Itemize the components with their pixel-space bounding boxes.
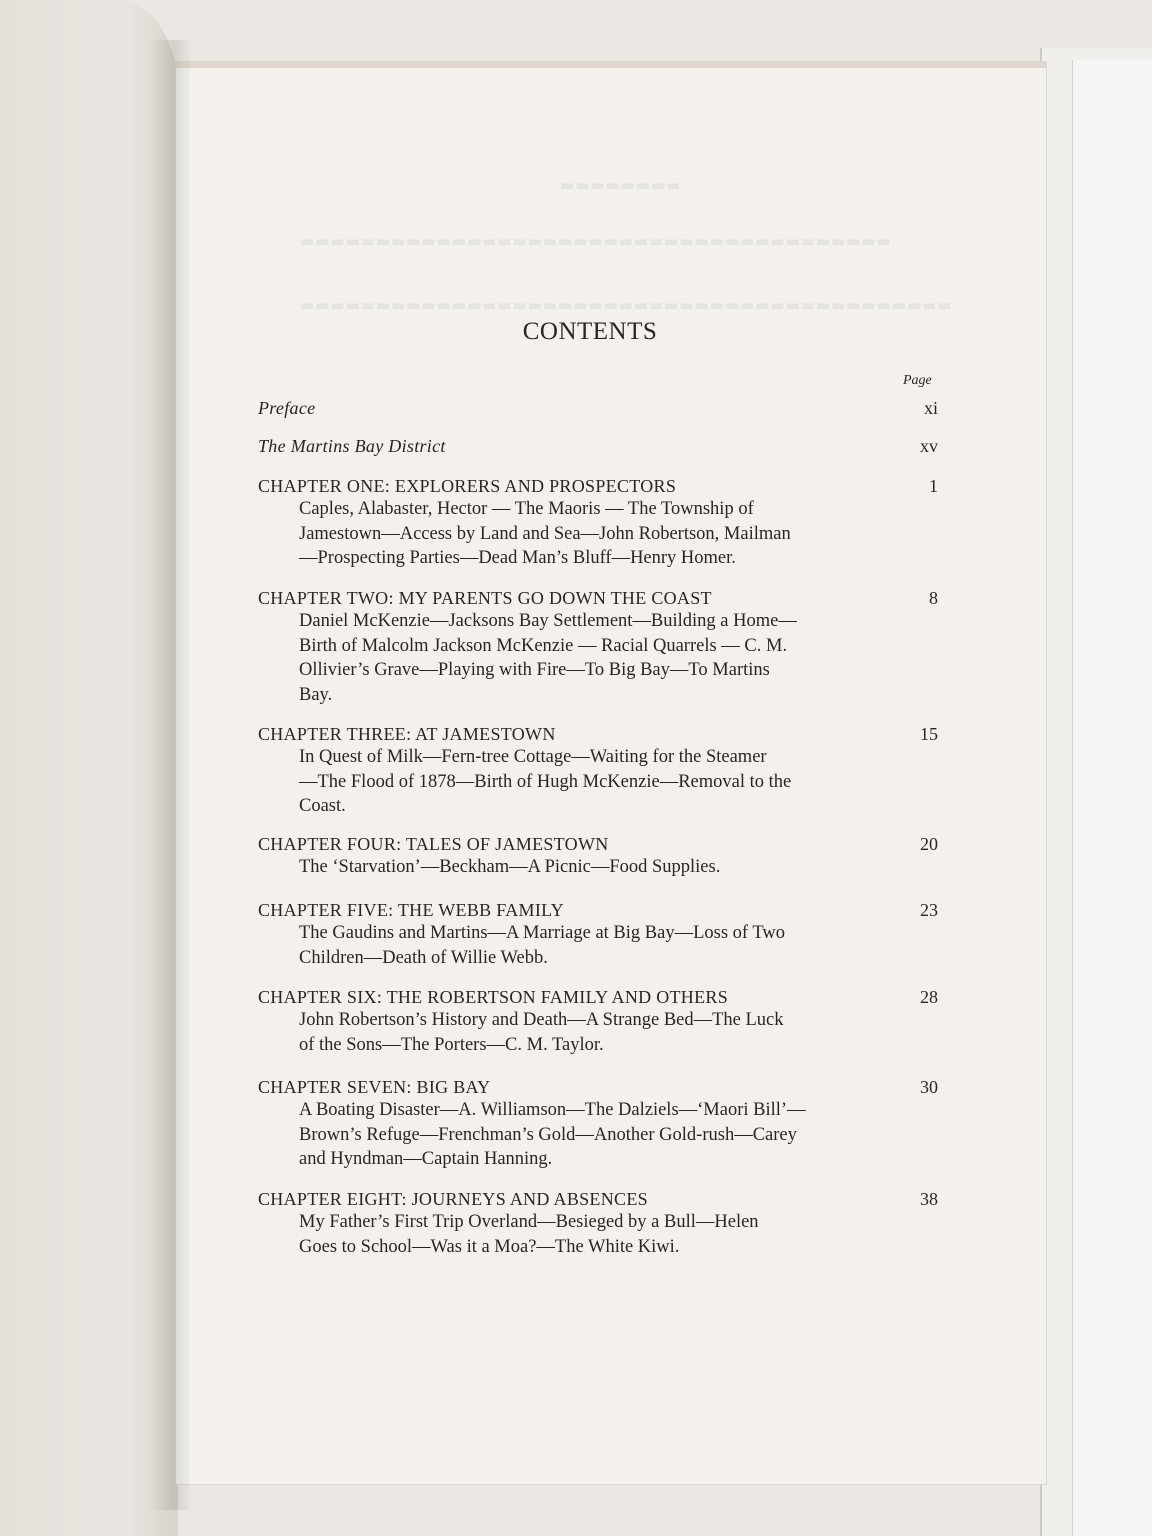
description-line: Jamestown—Access by Land and Sea—John Robertson, Mailman: [299, 523, 791, 544]
toc-entry-preface: [258, 398, 938, 419]
description-line: John Robertson’s History and Death—A Strange Bed—The Luck: [299, 1010, 784, 1030]
toc-entry-description: [299, 497, 877, 571]
description-line: In Quest of Milk—Fern-tree Cottage—Waiting for the Steamer: [299, 747, 767, 767]
toc-entry-description: [299, 1210, 877, 1259]
toc-entry-description: [299, 1008, 877, 1057]
page-top-band: [176, 62, 1046, 68]
description-line: Birth of Malcolm Jackson McKenzie — Racial Quarrels — C. M.: [299, 635, 788, 656]
toc-entry-page: 20: [920, 834, 938, 854]
toc-entry-heading: CHAPTER ONE: EXPLORERS AND PROSPECTORS: [258, 476, 677, 496]
description-line: Coast.: [299, 796, 346, 816]
spine-shadow: [150, 40, 190, 1510]
toc-entry-heading: CHAPTER SIX: THE ROBERTSON FAMILY AND OTHERS: [258, 987, 729, 1007]
toc-entry-page: 1: [929, 476, 938, 496]
toc-entry-chapter-seven: [258, 1077, 938, 1172]
toc-entry-chapter-four: [258, 834, 938, 880]
show-through-text: ▬▬▬▬▬▬▬▬▬▬▬▬▬▬▬▬▬▬▬▬▬▬▬▬▬▬▬▬▬▬▬▬▬▬▬▬▬▬▬: [300, 232, 892, 250]
description-line: —The Flood of 1878—Birth of Hugh McKenzie—Removal to the: [299, 771, 792, 792]
description-line: and Hyndman—Captain Hanning.: [299, 1149, 553, 1169]
description-line: A Boating Disaster—A. Williamson—The Dalziels—‘Maori Bill’—: [299, 1100, 806, 1120]
page-title: CONTENTS: [522, 318, 658, 345]
show-through-text: ▬▬▬▬▬▬▬▬: [560, 176, 682, 194]
toc-entry-heading: CHAPTER FIVE: THE WEBB FAMILY: [258, 900, 564, 920]
toc-entry-heading: CHAPTER THREE: AT JAMESTOWN: [258, 724, 556, 744]
description-line: My Father’s First Trip Overland—Besieged by a Bull—Helen: [299, 1212, 759, 1232]
toc-entry-chapter-six: [258, 987, 938, 1057]
description-line: Children—Death of Willie Webb.: [299, 947, 548, 968]
toc-entry-page: 28: [920, 987, 938, 1007]
toc-entry-description: [299, 921, 877, 970]
book-cover-inner-edge: [1072, 60, 1152, 1536]
toc-entry-heading: CHAPTER FOUR: TALES OF JAMESTOWN: [258, 834, 609, 854]
toc-entry-heading: CHAPTER EIGHT: JOURNEYS AND ABSENCES: [258, 1189, 648, 1209]
page-column-label: Page: [903, 373, 932, 388]
toc-entry-description: [299, 1098, 877, 1172]
toc-entry-page: 30: [920, 1077, 938, 1097]
show-through-text: ▬▬▬▬▬▬▬▬▬▬▬▬▬▬▬▬▬▬▬▬▬▬▬▬▬▬▬▬▬▬▬▬▬▬▬▬▬▬▬▬▬▬▬: [300, 296, 953, 314]
toc-entry-heading: The Martins Bay District: [258, 436, 446, 456]
toc-entry-chapter-one: [258, 476, 938, 571]
description-line: Ollivier’s Grave—Playing with Fire—To Big Bay—To Martins: [299, 660, 770, 680]
toc-entry-heading: CHAPTER SEVEN: BIG BAY: [258, 1077, 491, 1097]
description-line: —Prospecting Parties—Dead Man’s Bluff—Henry Homer.: [299, 548, 736, 568]
description-line: Daniel McKenzie—Jacksons Bay Settlement—Building a Home—: [299, 611, 797, 631]
description-line: The ‘Starvation’—Beckham—A Picnic—Food Supplies.: [299, 857, 721, 877]
toc-entry-page: 23: [920, 900, 938, 920]
description-line: Goes to School—Was it a Moa?—The White Kiwi.: [299, 1236, 680, 1257]
toc-entry-heading: CHAPTER TWO: MY PARENTS GO DOWN THE COAST: [258, 588, 712, 608]
toc-entry-description: [299, 745, 877, 819]
description-line: Caples, Alabaster, Hector — The Maoris — The Township of: [299, 499, 754, 519]
toc-entry-page: xv: [920, 436, 938, 456]
toc-entry-heading: Preface: [258, 398, 316, 418]
toc-entry-chapter-two: [258, 588, 938, 707]
description-line: The Gaudins and Martins—A Marriage at Big Bay—Loss of Two: [299, 923, 785, 943]
toc-entry-page: xi: [923, 398, 938, 418]
toc-entry-chapter-five: [258, 900, 938, 970]
toc-entry-description: [299, 855, 877, 880]
toc-entry-chapter-three: [258, 724, 938, 819]
toc-entry-description: [299, 609, 877, 707]
toc-entry-martins-bay-district: [258, 436, 938, 457]
toc-entry-page: 8: [929, 588, 938, 608]
description-line: Brown’s Refuge—Frenchman’s Gold—Another Gold-rush—Carey: [299, 1124, 797, 1145]
toc-entry-chapter-eight: [258, 1189, 938, 1259]
toc-entry-page: 38: [920, 1189, 938, 1209]
description-line: of the Sons—The Porters—C. M. Taylor.: [299, 1034, 604, 1055]
description-line: Bay.: [299, 684, 333, 705]
toc-entry-page: 15: [920, 724, 938, 744]
